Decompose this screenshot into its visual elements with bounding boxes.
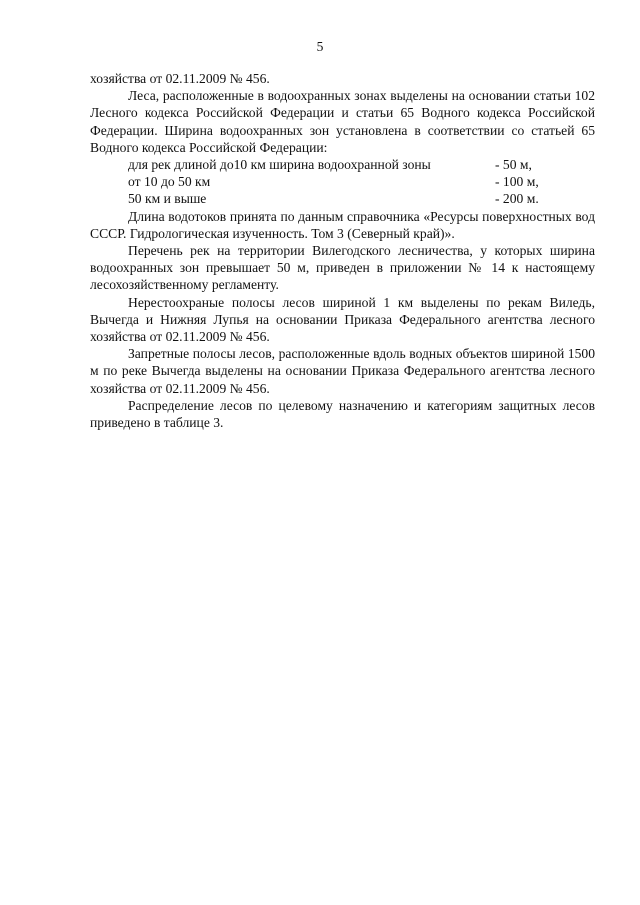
- page-number: 5: [316, 39, 324, 54]
- zone-width-row: [90, 173, 595, 190]
- paragraph-rivers-list: Перечень рек на территории Вилегодского лесничества, у которых ширина водоохранных зон превышает 50 м, приведен в приложении № 14 к настоящему лесохозяйственному регламенту.: [90, 243, 595, 293]
- paragraph-forest-distribution: Распределение лесов по целевому назначению и категориям защитных лесов приведено в таблице 3.: [90, 397, 595, 431]
- document-body: [90, 70, 595, 431]
- zone-width-label: 50 км и выше: [128, 191, 207, 207]
- zone-width-label: от 10 до 50 км: [128, 174, 211, 190]
- zone-width-row: [90, 156, 595, 173]
- zone-width-value: - 50 м,: [495, 157, 532, 173]
- zone-width-list: [90, 156, 595, 208]
- zone-width-value: - 200 м.: [495, 191, 539, 207]
- paragraph-restricted-strips: Запретные полосы лесов, расположенные вдоль водных объектов шириной 1500 м по реке Вычегда выделены на основании Приказа Федерального агентства лесного хозяйства от 02.11.2009 № 456.: [90, 346, 595, 396]
- paragraph-water-protection-zones: Леса, расположенные в водоохранных зонах выделены на основании статьи 102 Лесного кодекса Российской Федерации и статьи 65 Водного кодекса Российской Федерации. Ширина водоохранных зон установлена в соответствии со статьей 65 Водного кодекса Российской Федерации:: [90, 88, 595, 155]
- paragraph-continuation: хозяйства от 02.11.2009 № 456.: [90, 71, 270, 86]
- paragraph-spawning-strips: Нерестоохраные полосы лесов шириной 1 км выделены по рекам Виледь, Вычегда и Нижняя Лупья на основании Приказа Федерального агентства лесного хозяйства от 02.11.2009 № 456.: [90, 294, 595, 345]
- zone-width-row: [90, 190, 595, 207]
- zone-width-label: для рек длиной до10 км ширина водоохранной зоны: [128, 157, 431, 173]
- zone-width-value: - 100 м,: [495, 174, 539, 190]
- paragraph-watercourse-length: Длина водотоков принята по данным справочника «Ресурсы поверхностных вод СССР. Гидрологическая изученность. Том 3 (Северный край)».: [90, 208, 595, 241]
